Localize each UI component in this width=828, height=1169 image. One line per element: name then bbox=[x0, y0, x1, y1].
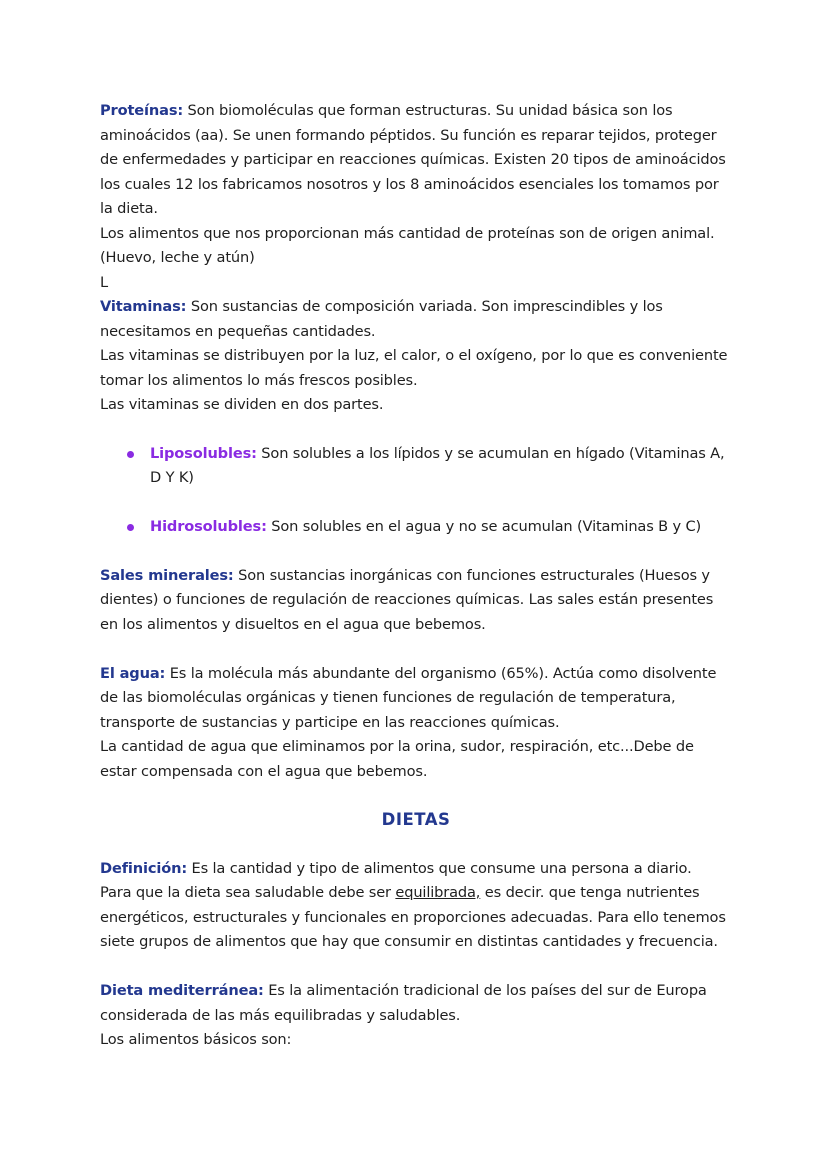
vitaminas-text: Son sustancias de composición variada. Son imprescindibles y los necesitamos en pequeñas cantidades. bbox=[100, 298, 663, 340]
agua-line2: La cantidad de agua que eliminamos por la orina, sudor, respiración, etc...Debe de estar compensada con el agua que bebemos. bbox=[100, 738, 694, 780]
proteinas-line2: Los alimentos que nos proporcionan más cantidad de proteínas son de origen animal. (Huevo, leche y atún) bbox=[100, 224, 715, 266]
vitaminas-line3: Las vitaminas se dividen en dos partes. bbox=[100, 396, 384, 413]
document-content bbox=[100, 99, 732, 1053]
dietas-heading: DIETAS bbox=[381, 810, 451, 829]
agua-term: El agua: bbox=[100, 664, 166, 682]
liposolubles-text: Son solubles a los lípidos y se acumulan en hígado (Vitaminas A, D Y K) bbox=[150, 444, 725, 486]
vitaminas-term: Vitaminas: bbox=[100, 298, 187, 315]
vitaminas-line2: Las vitaminas se distribuyen por la luz, el calor, o el oxígeno, por lo que es conveniente tomar los alimentos lo más frescos posibles. bbox=[100, 347, 728, 389]
sales-term: Sales minerales: bbox=[100, 566, 234, 584]
proteinas-paragraph bbox=[100, 99, 732, 222]
definicion-line2 bbox=[100, 881, 732, 955]
proteinas-text: Son biomoléculas que forman estructuras. Su unidad básica son los aminoácidos (aa). Se unen formando péptidos. Su función es reparar tejidos, proteger de enfermedades y participar en reacciones químicas. Existen 20 tipos de aminoácidos los cuales 12 los fabricamos nosotros y los 8 aminoácidos esenciales los tomamos por la dieta. bbox=[100, 102, 726, 217]
mediterranea-paragraph bbox=[100, 979, 732, 1028]
definicion-line2-start: Para que la dieta sea saludable debe ser bbox=[100, 884, 396, 901]
definicion-text: Es la cantidad y tipo de alimentos que consume una persona a diario. bbox=[187, 859, 692, 877]
list-item bbox=[100, 515, 732, 540]
sales-paragraph bbox=[100, 564, 732, 638]
bullet-icon bbox=[127, 451, 134, 458]
hidrosolubles-term: Hidrosolubles: bbox=[150, 517, 267, 535]
agua-paragraph bbox=[100, 662, 732, 736]
definicion-paragraph bbox=[100, 857, 732, 882]
proteinas-term: Proteínas: bbox=[100, 102, 184, 119]
vitaminas-list bbox=[100, 442, 732, 540]
sales-text: Son sustancias inorgánicas con funciones estructurales (Huesos y dientes) o funciones de regulación de reacciones químicas. Las sales están presentes en los alimentos y disueltos en el agua que bebemos. bbox=[100, 566, 714, 633]
hidrosolubles-text: Son solubles en el agua y no se acumulan (Vitaminas B y C) bbox=[266, 517, 702, 535]
stray-letter: L bbox=[100, 273, 108, 291]
mediterranea-term: Dieta mediterránea: bbox=[100, 982, 264, 999]
vitaminas-paragraph bbox=[100, 295, 732, 344]
bullet-icon bbox=[127, 524, 134, 531]
liposolubles-term: Liposolubles: bbox=[150, 444, 257, 462]
definicion-line2-end: es decir. que tenga nutrientes energéticos, estructurales y funcionales en proporciones adecuadas. Para ello tenemos siete grupos de alimentos que hay que consumir en distintas cantidades y frecuencia. bbox=[100, 884, 726, 950]
definicion-term: Definición: bbox=[100, 859, 188, 877]
mediterranea-text: Es la alimentación tradicional de los países del sur de Europa considerada de las más equilibradas y saludables. bbox=[100, 982, 707, 1024]
mediterranea-line2: Los alimentos básicos son: bbox=[100, 1031, 292, 1048]
agua-text: Es la molécula más abundante del organismo (65%). Actúa como disolvente de las biomoléculas orgánicas y tienen funciones de regulación de temperatura, transporte de sustancias y participe en las reacciones químicas. bbox=[100, 664, 717, 731]
list-item bbox=[100, 442, 732, 491]
equilibrada-underlined: equilibrada, bbox=[395, 884, 481, 901]
